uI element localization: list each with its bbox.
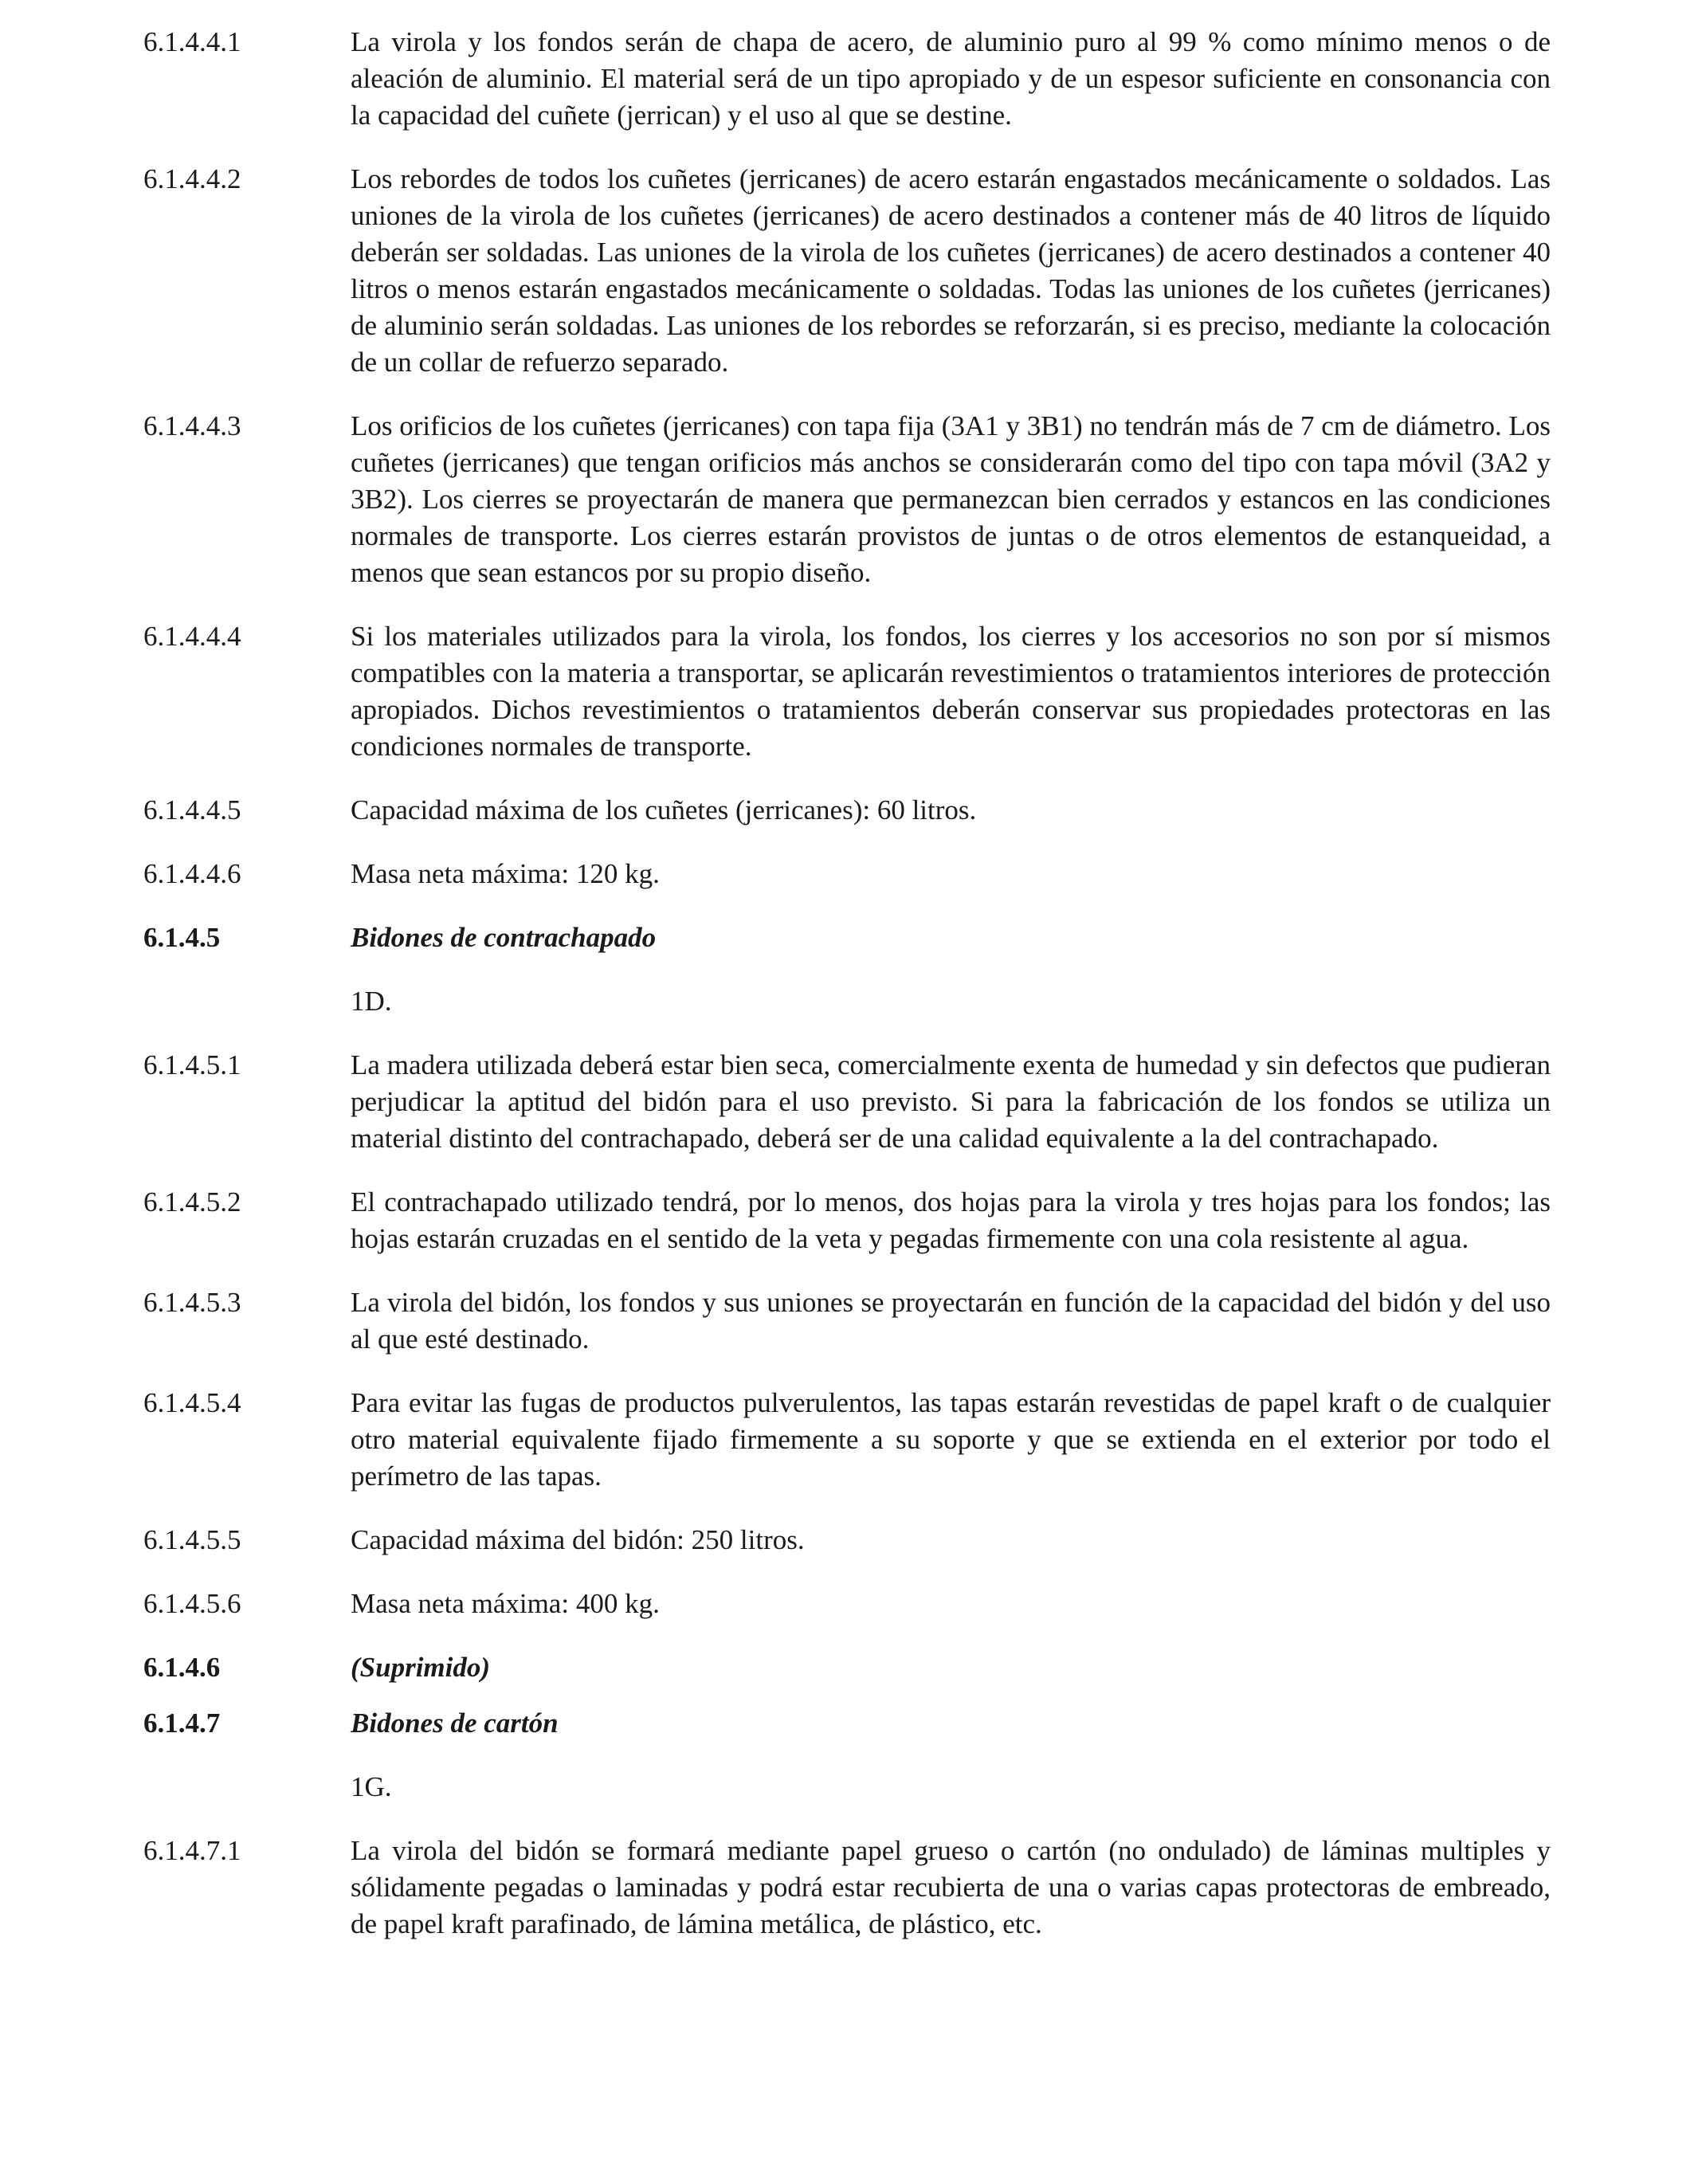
paragraph-number: 6.1.4.5.5 <box>143 1524 241 1555</box>
paragraph-6-1-4-4-4 <box>143 618 1551 765</box>
paragraph-text: Capacidad máxima de los cuñetes (jerricanes): 60 litros. <box>351 794 977 825</box>
paragraph-number: 6.1.4.5.3 <box>143 1287 241 1318</box>
paragraph-number: 6.1.4.7.1 <box>143 1835 241 1866</box>
paragraph-text: Los orificios de los cuñetes (jerricanes) con tapa fija (3A1 y 3B1) no tendrán más de 7 cm de diámetro. Los cuñetes (jerricanes) que tengan orificios más anchos se considerarán como del tipo con tapa móvil (3A2 y 3B2). Los cierres se proyectarán de manera que permanezcan bien cerrados y estancos en las condiciones normales de transporte. Los cierres estarán provistos de juntas o de otros elementos de estanqueidad, a menos que sean estancos por su propio diseño. <box>351 410 1551 588</box>
paragraph-number: 6.1.4.5.2 <box>143 1186 241 1217</box>
section-heading-6-1-4-6 <box>143 1649 1551 1686</box>
paragraph-text: 1G. <box>351 1771 392 1802</box>
paragraph-number: 6.1.4.4.4 <box>143 621 241 652</box>
paragraph-6-1-4-5-5 <box>143 1522 1551 1559</box>
paragraph-number: 6.1.4.5.6 <box>143 1588 241 1619</box>
paragraph-text: La madera utilizada deberá estar bien seca, comercialmente exenta de humedad y sin defectos que pudieran perjudicar la aptitud del bidón para el uso previsto. Si para la fabricación de los fondos se utiliza un material distinto del contrachapado, deberá ser de una calidad equivalente a la del contrachapado. <box>351 1049 1551 1154</box>
paragraph-text: La virola del bidón, los fondos y sus uniones se proyectarán en función de la capacidad del bidón y del uso al que esté destinado. <box>351 1287 1551 1355</box>
section-title: (Suprimido) <box>351 1652 491 1683</box>
paragraph-number: 6.1.4.4.3 <box>143 410 241 441</box>
paragraph-6-1-4-4-5 <box>143 792 1551 829</box>
paragraph-number: 6.1.4.4.6 <box>143 858 241 889</box>
paragraph-text: Capacidad máxima del bidón: 250 litros. <box>351 1524 805 1555</box>
paragraph-text: La virola y los fondos serán de chapa de acero, de aluminio puro al 99 % como mínimo menos o de aleación de aluminio. El material será de un tipo apropiado y de un espesor suficiente en consonancia con la capacidad del cuñete (jerrican) y el uso al que se destine. <box>351 26 1551 131</box>
paragraph-text: Masa neta máxima: 400 kg. <box>351 1588 660 1619</box>
paragraph-text: Masa neta máxima: 120 kg. <box>351 858 660 889</box>
paragraph-text: 1D. <box>351 986 392 1017</box>
section-heading-6-1-4-5 <box>143 919 1551 956</box>
paragraph-6-1-4-4-2 <box>143 161 1551 381</box>
paragraph-text: Si los materiales utilizados para la virola, los fondos, los cierres y los accesorios no son por sí mismos compatibles con la materia a transportar, se aplicarán revestimientos o tratamientos interiores de protección apropiados. Dichos revestimientos o tratamientos deberán conservar sus propiedades protectoras en las condiciones normales de transporte. <box>351 621 1551 762</box>
paragraph-text: Para evitar las fugas de productos pulverulentos, las tapas estarán revestidas de papel kraft o de cualquier otro material equivalente fijado firmemente a su soporte y que se extienda en el exterior por todo el perímetro de las tapas. <box>351 1387 1551 1492</box>
paragraph-number: 6.1.4.5.1 <box>143 1049 241 1080</box>
paragraph-code-1g <box>143 1769 1551 1806</box>
section-number: 6.1.4.7 <box>143 1708 221 1739</box>
section-number: 6.1.4.5 <box>143 922 221 953</box>
paragraph-6-1-4-4-6 <box>143 856 1551 892</box>
section-title: Bidones de contrachapado <box>351 922 657 953</box>
paragraph-6-1-4-5-3 <box>143 1284 1551 1358</box>
paragraph-6-1-4-5-2 <box>143 1184 1551 1257</box>
section-number: 6.1.4.6 <box>143 1652 221 1683</box>
document-page <box>143 24 1551 1970</box>
paragraph-code-1d <box>143 983 1551 1020</box>
paragraph-number: 6.1.4.5.4 <box>143 1387 241 1418</box>
paragraph-text: La virola del bidón se formará mediante papel grueso o cartón (no ondulado) de láminas multiples y sólidamente pegadas o laminadas y podrá estar recubierta de una o varias capas protectoras de embreado, de papel kraft parafinado, de lámina metálica, de plástico, etc. <box>351 1835 1551 1939</box>
paragraph-6-1-4-4-3 <box>143 408 1551 591</box>
section-heading-6-1-4-7 <box>143 1705 1551 1742</box>
paragraph-6-1-4-5-1 <box>143 1047 1551 1157</box>
paragraph-number: 6.1.4.4.5 <box>143 794 241 825</box>
paragraph-6-1-4-7-1 <box>143 1833 1551 1943</box>
paragraph-text: El contrachapado utilizado tendrá, por lo menos, dos hojas para la virola y tres hojas para los fondos; las hojas estarán cruzadas en el sentido de la veta y pegadas firmemente con una cola resistente al agua. <box>351 1186 1551 1254</box>
paragraph-number: 6.1.4.4.2 <box>143 163 241 194</box>
paragraph-6-1-4-5-6 <box>143 1586 1551 1622</box>
paragraph-6-1-4-4-1 <box>143 24 1551 134</box>
paragraph-6-1-4-5-4 <box>143 1385 1551 1495</box>
paragraph-number: 6.1.4.4.1 <box>143 26 241 57</box>
section-title: Bidones de cartón <box>351 1708 559 1739</box>
paragraph-text: Los rebordes de todos los cuñetes (jerricanes) de acero estarán engastados mecánicamente o soldados. Las uniones de la virola de los cuñetes (jerricanes) de acero destinados a contener más de 40 litros de líquido deberán ser soldadas. Las uniones de la virola de los cuñetes (jerricanes) de acero destinados a contener 40 litros o menos estarán engastados mecánicamente o soldadas. Todas las uniones de los cuñetes (jerricanes) de aluminio serán soldadas. Las uniones de los rebordes se reforzarán, si es preciso, mediante la colocación de un collar de refuerzo separado. <box>351 163 1551 378</box>
